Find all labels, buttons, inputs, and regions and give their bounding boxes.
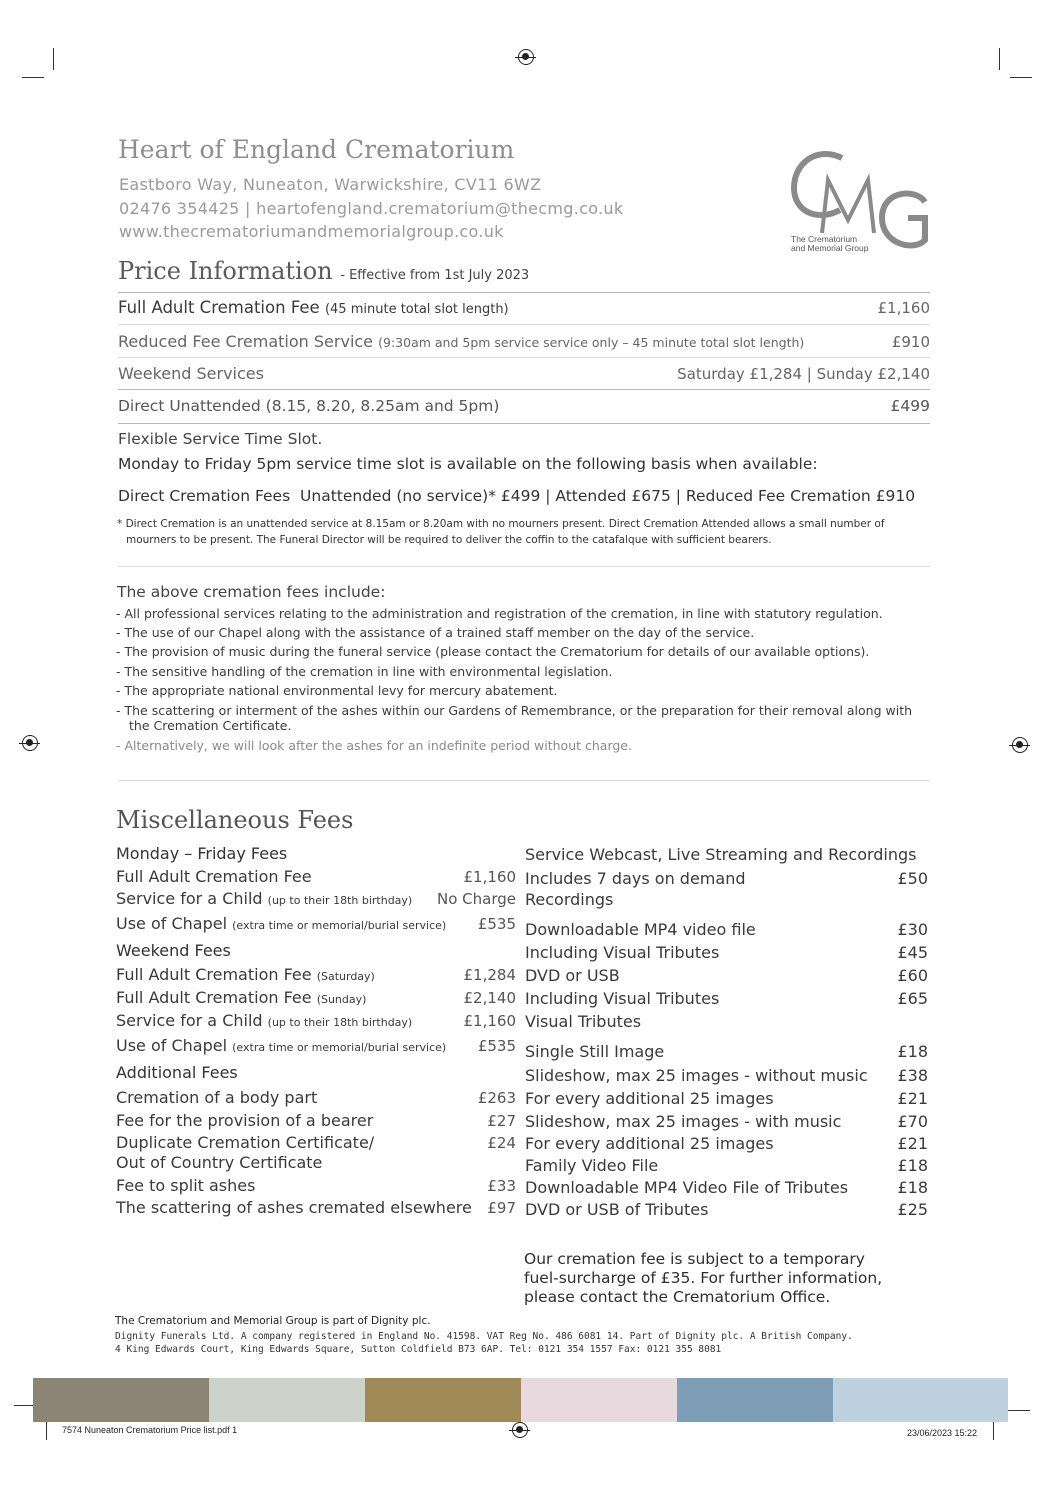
misc-fee-label: Weekend Fees — [116, 941, 231, 960]
crop-mark — [999, 48, 1000, 70]
footer-line3: 4 King Edwards Court, King Edwards Square, Sutton Coldfield B73 6AP. Tel: 0121 354 1557 Fax: 0121 355 8081 — [115, 1344, 722, 1355]
misc-title: Miscellaneous Fees — [116, 806, 354, 834]
misc-fee-label: DVD or USB — [525, 966, 620, 985]
price-row-label: Weekend Services — [118, 364, 264, 383]
color-swatch — [833, 1378, 1008, 1422]
misc-fee-price: £70 — [897, 1112, 928, 1131]
misc-fee-label: Downloadable MP4 video file — [525, 920, 756, 939]
misc-fee-price: £535 — [477, 915, 516, 933]
surcharge-line3: please contact the Crematorium Office. — [524, 1288, 831, 1306]
misc-fee-price: £535 — [477, 1037, 516, 1055]
misc-fee-row — [116, 867, 516, 886]
misc-fee-row — [525, 1156, 928, 1175]
misc-fee-label: For every additional 25 images — [525, 1134, 774, 1153]
footer-line2: Dignity Funerals Ltd. A company registered in England No. 41598. VAT Reg No. 486 6081 14. Part of Dignity plc. A British Company. — [115, 1331, 853, 1342]
misc-fee-price: £1,160 — [463, 1012, 516, 1030]
divider — [118, 566, 930, 567]
misc-fee-row — [525, 989, 928, 1008]
misc-fee-row — [525, 966, 928, 985]
price-row-note: (9:30am and 5pm service service only – 45 minute total slot length) — [378, 335, 805, 350]
misc-fee-price: £38 — [897, 1066, 928, 1085]
misc-fee-note: (extra time or memorial/burial service) — [232, 1041, 447, 1054]
misc-fee-row — [525, 1066, 928, 1085]
misc-fee-label: Slideshow, max 25 images - with music — [525, 1112, 842, 1131]
misc-fee-row — [116, 889, 516, 908]
divider — [118, 389, 930, 390]
divider — [118, 324, 930, 325]
misc-fee-price: £33 — [487, 1177, 516, 1195]
crop-mark — [22, 77, 44, 78]
misc-fee-row — [116, 1111, 516, 1130]
misc-fee-row — [116, 844, 516, 863]
color-swatch — [33, 1378, 209, 1422]
misc-fee-row — [116, 941, 516, 960]
misc-fee-label: Fee for the provision of a bearer — [116, 1111, 374, 1130]
price-row-label: Direct Unattended (8.15, 8.20, 8.25am and 5pm) — [118, 397, 500, 415]
misc-fee-label: Full Adult Cremation Fee — [116, 965, 312, 984]
divider — [118, 423, 930, 424]
surcharge-line1: Our cremation fee is subject to a temporary — [524, 1250, 865, 1268]
misc-fee-price: £1,160 — [463, 868, 516, 886]
misc-fee-label: Single Still Image — [525, 1042, 665, 1061]
divider — [118, 292, 930, 293]
misc-fee-price: £25 — [897, 1200, 928, 1219]
footer-line1: The Crematorium and Memorial Group is part of Dignity plc. — [115, 1315, 431, 1327]
misc-fee-label: Use of Chapel — [116, 914, 228, 933]
registration-mark-icon — [22, 735, 38, 751]
misc-fee-note: (up to their 18th birthday) — [267, 894, 413, 907]
contact: 02476 354425 | heartofengland.crematorium@thecmg.co.uk — [119, 199, 624, 218]
logo-caption-line1: The Crematorium — [791, 234, 858, 244]
misc-fee-label: Including Visual Tributes — [525, 943, 720, 962]
color-swatch — [365, 1378, 521, 1422]
color-swatch — [677, 1378, 833, 1422]
misc-fee-price: £2,140 — [463, 989, 516, 1007]
misc-fee-price: £60 — [897, 966, 928, 985]
misc-fee-label: Additional Fees — [116, 1063, 238, 1082]
misc-fee-label: Service for a Child — [116, 1011, 263, 1030]
price-row — [118, 332, 930, 351]
print-timestamp: 23/06/2023 15:22 — [907, 1428, 978, 1438]
misc-fee-row — [116, 1133, 516, 1152]
misc-fee-note: (Sunday) — [316, 993, 367, 1006]
price-info-effective: - Effective from 1st July 2023 — [340, 268, 530, 283]
misc-fee-label: Duplicate Cremation Certificate/ — [116, 1133, 375, 1152]
color-swatch — [521, 1378, 677, 1422]
misc-fee-row — [525, 920, 928, 939]
misc-fee-price: £21 — [897, 1089, 928, 1108]
misc-fee-label: Recordings — [525, 890, 614, 909]
misc-fee-label: Visual Tributes — [525, 1012, 642, 1031]
misc-fee-price: £65 — [897, 989, 928, 1008]
price-row-note: (45 minute total slot length) — [324, 302, 509, 317]
website: www.thecrematoriumandmemorialgroup.co.uk — [119, 222, 504, 241]
misc-fee-row — [116, 1036, 516, 1055]
logo-caption-line2: and Memorial Group — [791, 243, 869, 253]
misc-fee-row — [525, 1012, 928, 1031]
surcharge-line2: fuel-surcharge of £35. For further information, — [524, 1269, 883, 1287]
registration-mark-icon — [518, 49, 534, 65]
includes-item: the Cremation Certificate. — [129, 718, 292, 733]
price-info-heading: Price Information — [118, 257, 333, 285]
divider — [118, 357, 930, 358]
misc-fee-label: Fee to split ashes — [116, 1176, 256, 1195]
price-row — [118, 397, 930, 415]
crop-mark — [993, 1422, 994, 1440]
price-row — [118, 364, 930, 383]
misc-fee-row — [116, 988, 516, 1007]
footnote-line2: mourners to be present. The Funeral Director will be required to deliver the coffin to the catafalque with sufficient bearers. — [126, 534, 772, 546]
price-info-title — [118, 257, 529, 285]
misc-fee-row — [525, 1089, 928, 1108]
address: Eastboro Way, Nuneaton, Warwickshire, CV11 6WZ — [119, 175, 542, 194]
misc-fee-row — [116, 1198, 516, 1217]
misc-fee-price: £1,284 — [463, 966, 516, 984]
misc-fee-row — [525, 869, 928, 888]
misc-fee-row — [525, 943, 928, 962]
misc-fee-label: Including Visual Tributes — [525, 989, 720, 1008]
misc-fee-label: Full Adult Cremation Fee — [116, 867, 312, 886]
misc-fee-label: Family Video File — [525, 1156, 659, 1175]
price-row-price: £1,160 — [877, 299, 930, 317]
misc-fee-row — [116, 1153, 516, 1172]
misc-fee-row — [116, 1176, 516, 1195]
misc-fee-label: Slideshow, max 25 images - without music — [525, 1066, 868, 1085]
registration-mark-icon — [512, 1422, 528, 1438]
misc-fee-price: £18 — [897, 1042, 928, 1061]
page-title: Heart of England Crematorium — [118, 135, 515, 164]
misc-fee-price: £263 — [477, 1089, 516, 1107]
crop-mark — [1010, 77, 1032, 78]
misc-fee-label: The scattering of ashes cremated elsewhere — [116, 1198, 472, 1217]
misc-fee-label: Service Webcast, Live Streaming and Recordings — [525, 845, 917, 864]
price-row-price: £499 — [890, 397, 930, 415]
misc-fee-row — [525, 1134, 928, 1153]
misc-fee-label: Out of Country Certificate — [116, 1153, 323, 1172]
includes-item: - The sensitive handling of the cremation in line with environmental legislation. — [116, 664, 613, 679]
includes-item: - All professional services relating to the administration and registration of the cremation, in line with statutory regulation. — [116, 606, 883, 621]
misc-fee-note: (up to their 18th birthday) — [267, 1016, 413, 1029]
direct-label: Direct Cremation Fees — [118, 487, 291, 505]
crop-mark — [1008, 1410, 1030, 1411]
misc-fee-label: Monday – Friday Fees — [116, 844, 288, 863]
divider — [118, 780, 930, 781]
flexible-title: Flexible Service Time Slot. — [118, 430, 323, 448]
misc-fee-note: (extra time or memorial/burial service) — [232, 919, 447, 932]
includes-item: - The scattering or interment of the ashes within our Gardens of Remembrance, or the preparation for their removal along with — [116, 703, 913, 718]
includes-item: - Alternatively, we will look after the ashes for an indefinite period without charge. — [116, 738, 632, 753]
misc-fee-row — [116, 1088, 516, 1107]
misc-fee-label: Full Adult Cremation Fee — [116, 988, 312, 1007]
price-row-label: Reduced Fee Cremation Service — [118, 332, 374, 351]
crop-mark — [46, 1422, 47, 1440]
price-row — [118, 298, 930, 317]
cmg-logo — [790, 140, 935, 255]
direct-text: Unattended (no service)* £499 | Attended £675 | Reduced Fee Cremation £910 — [300, 487, 916, 505]
color-swatch — [209, 1378, 365, 1422]
misc-fee-row — [525, 845, 928, 864]
misc-fee-price: £27 — [487, 1112, 516, 1130]
flexible-text: Monday to Friday 5pm service time slot is available on the following basis when available: — [118, 455, 818, 473]
crop-mark — [53, 48, 54, 70]
misc-fee-row — [116, 1011, 516, 1030]
footnote-line1: * Direct Cremation is an unattended service at 8.15am or 8.20am with no mourners present. Direct Cremation Attended allows a small number of — [117, 518, 885, 530]
includes-title: The above cremation fees include: — [117, 583, 386, 601]
misc-fee-row — [525, 1200, 928, 1219]
misc-fee-price: £24 — [487, 1134, 516, 1152]
misc-fee-price: £21 — [897, 1134, 928, 1153]
misc-fee-price: £18 — [897, 1178, 928, 1197]
misc-fee-row — [116, 965, 516, 984]
misc-fee-price: £30 — [897, 920, 928, 939]
misc-fee-row — [525, 1112, 928, 1131]
direct-cremation-fees — [118, 487, 930, 505]
misc-fee-label: DVD or USB of Tributes — [525, 1200, 709, 1219]
registration-mark-icon — [1012, 737, 1028, 753]
print-filename: 7574 Nuneaton Crematorium Price list.pdf 1 — [62, 1425, 238, 1435]
misc-fee-label: For every additional 25 images — [525, 1089, 774, 1108]
price-row-price: £910 — [891, 333, 930, 351]
price-row-label: Full Adult Cremation Fee — [118, 298, 320, 317]
misc-fee-row — [116, 1063, 516, 1082]
misc-fee-row — [116, 914, 516, 933]
misc-fee-note: (Saturday) — [316, 970, 375, 983]
misc-fee-price: £18 — [897, 1156, 928, 1175]
misc-fee-label: Service for a Child — [116, 889, 263, 908]
misc-fee-row — [525, 1178, 928, 1197]
misc-fee-label: Downloadable MP4 Video File of Tributes — [525, 1178, 849, 1197]
includes-item: - The use of our Chapel along with the assistance of a trained staff member on the day of the service. — [116, 625, 755, 640]
includes-item: - The appropriate national environmental levy for mercury abatement. — [116, 683, 558, 698]
misc-fee-label: Cremation of a body part — [116, 1088, 318, 1107]
includes-item: - The provision of music during the funeral service (please contact the Crematorium for details of our available options). — [116, 644, 870, 659]
misc-fee-price: £45 — [897, 943, 928, 962]
misc-fee-row — [525, 890, 928, 909]
misc-fee-row — [525, 1042, 928, 1061]
price-row-price: Saturday £1,284 | Sunday £2,140 — [677, 365, 930, 383]
misc-fee-label: Includes 7 days on demand — [525, 869, 746, 888]
misc-fee-price: £50 — [897, 869, 928, 888]
misc-fee-label: Use of Chapel — [116, 1036, 228, 1055]
misc-fee-price: £97 — [487, 1199, 516, 1217]
misc-fee-price: No Charge — [437, 890, 516, 908]
